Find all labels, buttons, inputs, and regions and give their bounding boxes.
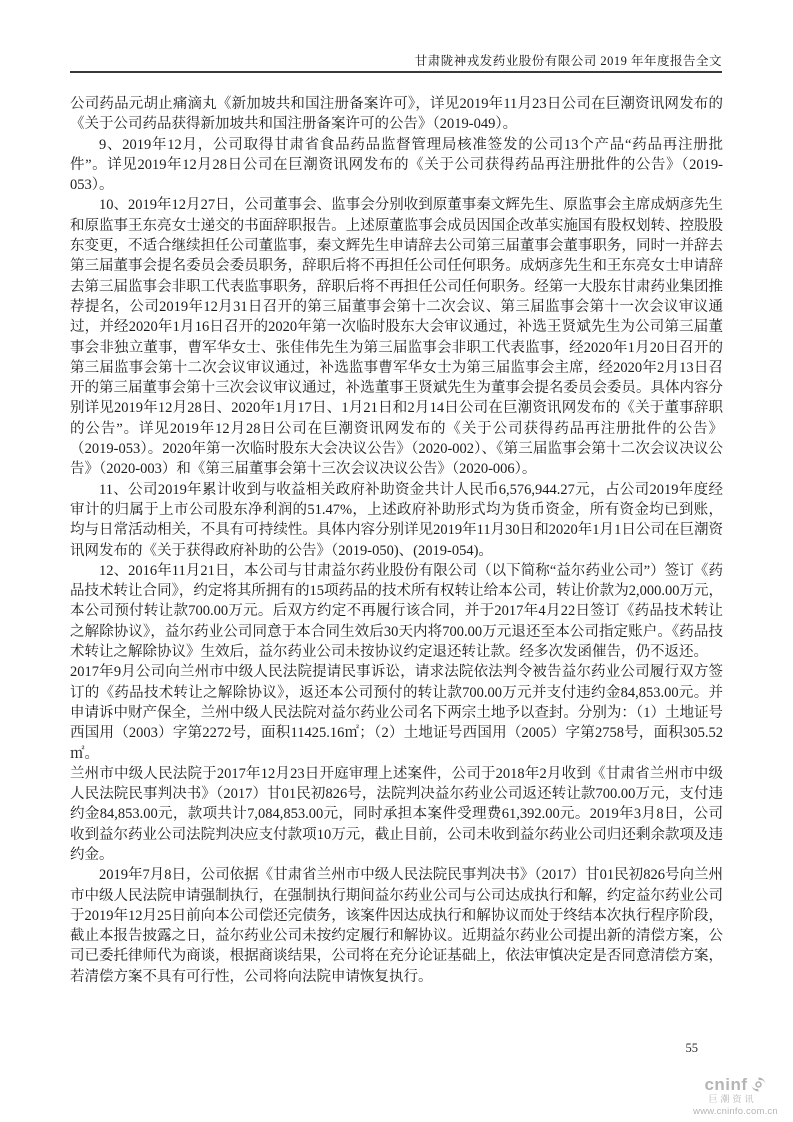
paragraph: 2017年9月公司向兰州市中级人民法院提请民事诉讼，请求法院依法判令被告益尔药业公司履行双方签订的《药品技术转让之解除协议》，返还本公司预付的转让款700.00万元并支付违约金84,853.00元。并申请诉中财产保全，兰州中级人民法院对益尔药业公司名下两宗土地予以查封。分别为：（1）土地证号西国用（2003）字第2272号，面积11425.16㎡；（2）土地证号西国用（2005）字第2758号，面积305.52㎡。 [70,664,723,762]
cninfo-logo-row [704,1076,766,1093]
paragraph: 10、2019年12月27日，公司董事会、监事会分别收到原董事秦文辉先生、原监事会主席成炳彦先生和原监事王东亮女士递交的书面辞职报告。上述原董监事会成员因国企改革实施国有股权划转、控股股东变更，不适合继续担任公司董监事，秦文辉先生申请辞去公司第三届董事会董事职务，同时一并辞去第三届董事会提名委员会委员职务，辞职后将不再担任公司任何职务。成炳彦先生和王东亮女士申请辞去第三届监事会非职工代表监事职务，辞职后将不再担任公司任何职务。经第一大股东甘肃药业集团推荐提名，公司2019年12月31日召开的第三届董事会第十二次会议、第三届监事会第十一次会议审议通过，并经2020年1月16日召开的2020年第一次临时股东大会审议通过，补选王贤斌先生为公司第三届董事会非独立董事，曹军华女士、张佳伟先生为第三届监事会非职工代表监事，经2020年1月20日召开的第三届监事会第十二次会议审议通过，补选监事曹军华女士为第三届监事会主席，经2020年2月13日召开的第三届董事会第十三次会议审议通过，补选董事王贤斌先生为董事会提名委员会委员。具体内容分别详见2019年12月28日、2020年1月17日、1月21日和2月14日公司在巨潮资讯网发布的《关于董事辞职的公告”。详见2019年12月28日公司在巨潮资讯网发布的《关于公司获得药品再注册批件的公告》（2019-053）。2020年第一次临时股东大会决议公告》（2020-002）、《第三届监事会第十二次会议决议公告》（2020-003）和《第三届董事会第十三次会议决议公告》（2020-006）。 [70,197,723,478]
header-divider [70,71,722,73]
cninfo-logo-subtitle: 巨潮资讯 [708,1094,757,1104]
paragraph: 公司药品元胡止痛滴丸《新加坡共和国注册备案许可》，详见2019年11月23日公司在巨潮资讯网发布的《关于公司药品获得新加坡共和国注册备案许可的公告》（2019-049）。 [70,96,723,133]
cninfo-swirl-icon [750,1076,767,1093]
paragraph: 12、2016年11月21日，本公司与甘肃益尔药业股份有限公司（以下简称“益尔药业公司”）签订《药品技术转让合同》，约定将其所拥有的15项药品的技术所有权转让给本公司，转让价款为2,000.00万元，本公司预付转让款700.00万元。后双方约定不再履行该合同，并于2017年4月22日签订《药品技术转让之解除协议》，益尔药业公司同意于本合同生效后30天内将700.00万元退还至本公司指定账户。《药品技术转让之解除协议》生效后，益尔药业公司未按协议约定退还转让款。经多次发函催告，仍不返还。 [70,562,723,661]
paragraph: 2019年7月8日，公司依据《甘肃省兰州市中级人民法院民事判决书》（2017）甘01民初826号向兰州市中级人民法院申请强制执行，在强制执行期间益尔药业公司与公司达成执行和解，约定益尔药业公司于2019年12月25日前向本公司偿还完债务，该案件因达成执行和解协议而处于终结本次执行程序阶段，截止本报告披露之日，益尔药业公司未按约定履行和解协议。近期益尔药业公司提出新的清偿方案，公司已委托律师代为商谈，根据商谈结果，公司将在充分论证基础上，依法审慎决定是否同意清偿方案，若清偿方案不具有可行性，公司将向法院申请恢复执行。 [70,867,723,985]
paragraph: 11、公司2019年累计收到与收益相关政府补助资金共计人民币6,576,944.27元，占公司2019年度经审计的归属于上市公司股东净利润的51.47%，上述政府补助形式均为货币资金，所有资金均已到账，均与日常活动相关，不具有可持续性。具体内容分别详见2019年11月30日和2020年1月1日公司在巨潮资讯网发布的《关于获得政府补助的公告》（2019-050)、(2019-054)。 [70,481,723,559]
cninfo-logo [688,1076,783,1117]
document-body [70,94,723,987]
report-header-title: 甘肃陇神戎发药业股份有限公司 2019 年年度报告全文 [414,54,722,68]
paragraph: 兰州市中级人民法院于2017年12月23日开庭审理上述案件，公司于2018年2月收到《甘肃省兰州市中级人民法院民事判决书》（2017）甘01民初826号，法院判决益尔药业公司返还转让款700.00万元，支付违约金84,853.00元，款项共计7,084,853.00元，同时承担本案件受理费61,392.00元。2019年3月8日，公司收到益尔药业公司法院判决应支付款项10万元，截止目前，公司未收到益尔药业公司归还剩余款项及违约金。 [70,765,723,863]
cninfo-logo-text: cninf [704,1075,748,1094]
paragraph: 9、2019年12月，公司取得甘肃省食品药品监督管理局核准签发的公司13个产品“药品再注册批件”。详见2019年12月28日公司在巨潮资讯网发布的《关于公司获得药品再注册批件的公告》（2019-053）。 [70,136,723,194]
cninfo-logo-url: www.cninfo.com.cn [693,1105,778,1117]
page-number: 55 [685,1041,698,1055]
